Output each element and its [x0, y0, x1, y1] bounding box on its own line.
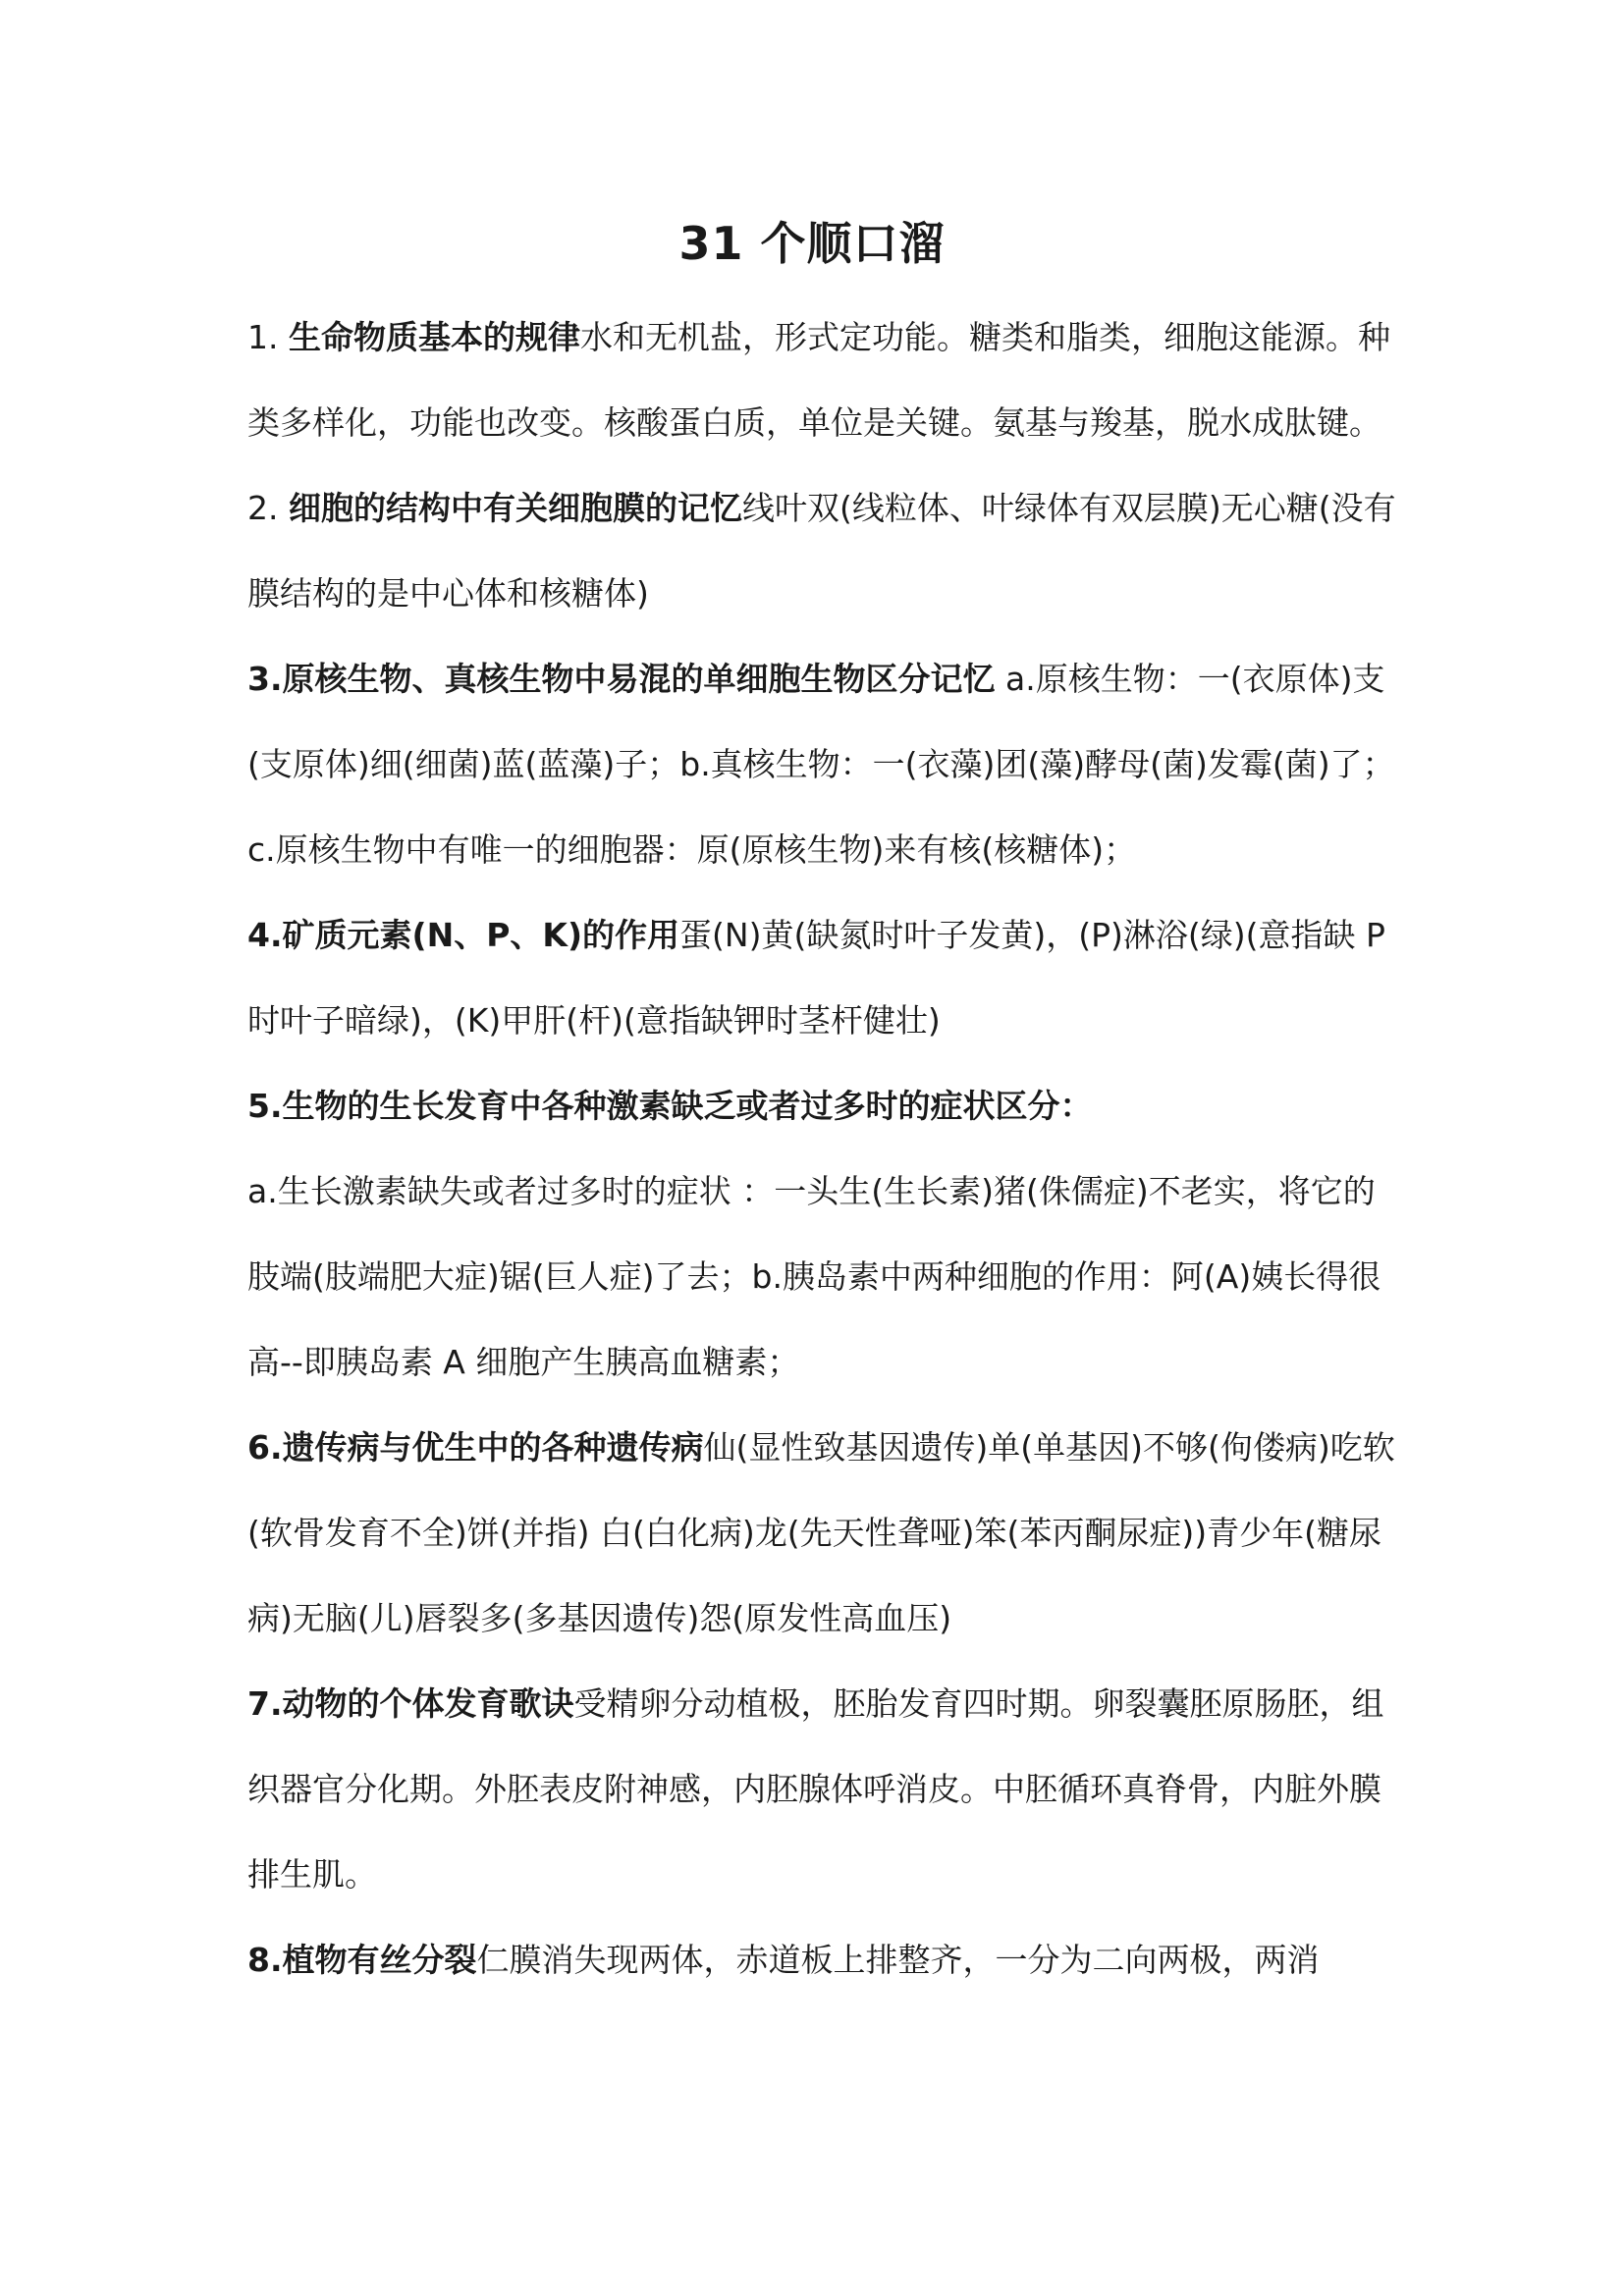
page-title: 31 个顺口溜: [678, 217, 946, 270]
paragraph-text: 受精卵分动植极，胚胎发育四时期。卵裂囊胚原肠胚，组织器官分化期。外胚表皮附神感，内胚腺体呼消皮。中胚循环真脊骨，内脏外膜排生肌。: [247, 1684, 1384, 1894]
paragraph-heading: 细胞的结构中有关细胞膜的记忆: [289, 489, 742, 527]
paragraph-heading: 动物的个体发育歌诀: [282, 1684, 574, 1723]
paragraph-number: 7.: [247, 1684, 283, 1723]
paragraph-heading: 生物的生长发育中各种激素缺乏或者过多时的症状区分：: [282, 1087, 1093, 1125]
paragraph-text: a.原核生物：一(衣原体)支(支原体)细(细菌)蓝(蓝藻)子；b.真核生物：一(衣藻)团(藻)酵母(菌)发霉(菌)了；c.原核生物中有唯一的细胞器：原(原核生物)来有核(核糖体)；: [247, 660, 1395, 869]
paragraph-6: [247, 1405, 1396, 1661]
paragraph-2: [247, 465, 1396, 636]
paragraph-8: [247, 1917, 1396, 2002]
paragraph-text: 线叶双(线粒体、叶绿体有双层膜)无心糖(没有膜结构的是中心体和核糖体): [247, 489, 1396, 613]
paragraph-number: 6.: [247, 1428, 283, 1467]
paragraph-text: 水和无机盐，形式定功能。糖类和脂类，细胞这能源。种类多样化，功能也改变。核酸蛋白质，单位是关键。氨基与羧基，脱水成肽键。: [247, 318, 1390, 442]
paragraph-number: 3.: [247, 660, 283, 698]
paragraph-5: [247, 1063, 1396, 1148]
paragraph-3: [247, 636, 1396, 892]
paragraph-text: 蛋(N)黄(缺氮时叶子发黄)，(P)淋浴(绿)(意指缺 P 时叶子暗绿)，(K)甲肝(杆)(意指缺钾时茎杆健壮): [247, 916, 1385, 1040]
paragraph-number: 1.: [247, 318, 279, 356]
paragraph-text: a.生长激素缺失或者过多时的症状 ：一头生(生长素)猪(侏儒症)不老实，将它的肢端(肢端肥大症)锯(巨人症)了去；b.胰岛素中两种细胞的作用：阿(A)姨长得很高--即胰岛素 A 细胞产生胰高血糖素；: [247, 1172, 1381, 1381]
paragraph-heading: 矿质元素(N、P、K)的作用: [282, 916, 680, 954]
paragraph-number: 5.: [247, 1087, 283, 1125]
paragraph-number: 2.: [247, 489, 279, 527]
paragraph-text: 仙(显性致基因遗传)单(单基因)不够(佝偻病)吃软(软骨发育不全)饼(并指) 白(白化病)龙(先天性聋哑)笨(苯丙酮尿症))青少年(糖尿病)无脑(儿)唇裂多(多基因遗传)怨(原发性高血压): [247, 1428, 1395, 1637]
paragraph-heading: 遗传病与优生中的各种遗传病: [282, 1428, 704, 1467]
paragraph-1: [247, 294, 1396, 465]
paragraph-text: 仁膜消失现两体，赤道板上排整齐，一分为二向两极，两消: [476, 1941, 1320, 1979]
paragraph-heading: 原核生物、真核生物中易混的单细胞生物区分记忆: [282, 660, 996, 698]
paragraph-number: 4.: [247, 916, 283, 954]
paragraph-7: [247, 1661, 1396, 1917]
paragraph-heading: 生命物质基本的规律: [289, 318, 580, 356]
paragraph-number: 8.: [247, 1941, 283, 1979]
document-body: [247, 294, 1396, 2002]
paragraph-heading: 植物有丝分裂: [282, 1941, 477, 1979]
paragraph-5-detail: [247, 1148, 1396, 1405]
paragraph-4: [247, 892, 1396, 1063]
